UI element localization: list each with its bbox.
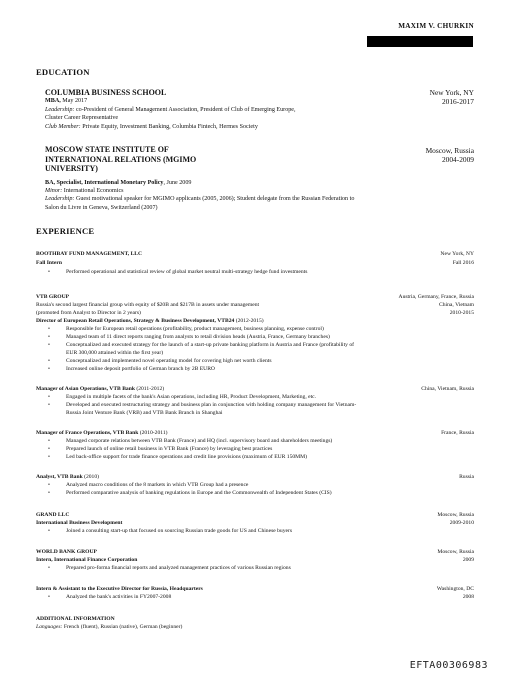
- cbs-school-name: COLUMBIA BUSINESS SCHOOL: [45, 88, 167, 97]
- boothbay-location: New York, NY: [440, 251, 474, 257]
- cbs-leadership-line-2: Cluster Career Representative: [45, 115, 119, 121]
- bullet-item-continued: EUR 300,000 attained within the first year): [66, 350, 164, 356]
- mgimo-school-name: [45, 145, 196, 174]
- bullet-item: • Analyzed macro conditions of the 8 markets in which VTB Group had a presence: [48, 482, 249, 488]
- mgimo-dates: 2004-2009: [441, 155, 474, 165]
- experience-heading: EXPERIENCE: [36, 226, 95, 236]
- mgimo-school-line-3: UNIVERSITY): [45, 164, 98, 174]
- vtb-desc-1: Russia's second largest financial group with equity of $20B and $217B in assets under management: [36, 302, 260, 308]
- mgimo-degree-date: , June 2009: [163, 180, 192, 186]
- mgimo-minor-text: International Economics: [62, 188, 124, 194]
- worldbank-role-2-dates: 2008: [462, 594, 474, 600]
- redaction-bar: [367, 36, 473, 47]
- mgimo-minor-label: Minor:: [45, 188, 63, 194]
- mgimo-degree-line: [45, 180, 465, 188]
- cbs-degree: MBA,: [45, 98, 61, 104]
- bullet-item: • Responsible for European retail operations (profitability, product management, business planning, expense control): [48, 326, 324, 332]
- vtb-role-2-dates: (2011-2012): [134, 386, 165, 392]
- cbs-location-text: New York, NY: [429, 88, 474, 97]
- bullet-item-continued: Russia Joint Venture Bank (VRB) and VTB Bank Branch in Shanghai: [66, 410, 223, 416]
- bullet-item: • Prepared launch of online retail business in VTB Bank (France) by leveraging best practices: [48, 446, 273, 452]
- vtb-org: VTB GROUP: [36, 294, 70, 300]
- worldbank-org: WORLD BANK GROUP: [36, 549, 97, 555]
- bullet-item: • Performed comparative analysis of banking regulations in Europe and the Commonwealth of Independent States (CIS): [48, 490, 332, 496]
- vtb-role-1-dates: (2012-2015): [234, 318, 264, 324]
- bullet-item: • Joined a consulting start-up that focused on sourcing Russian trade goods for US and Chinese buyers: [48, 528, 293, 534]
- mgimo-location-text: Moscow, Russia: [425, 146, 474, 155]
- vtb-role-2-location: China, Vietnam, Russia: [421, 386, 474, 392]
- bullet-item: • Prepared pro-forma financial reports and analyzed management practices of various Russian regions: [48, 565, 291, 571]
- cbs-club-line: [45, 124, 465, 132]
- bullet-item: • Performed operational and statistical review of global market neutral multi-strategy hedge fund investments: [48, 269, 308, 275]
- cbs-degree-line: [45, 98, 465, 106]
- bullet-item: • Engaged in multiple facets of the bank's Asian operations, including HR, Product Development, Marketing, etc.: [48, 394, 317, 400]
- worldbank-dates: 2009: [462, 557, 474, 563]
- bullet-item: • Led back-office support for trade finance operations and credit line provisions (maximum of EUR 150MM): [48, 454, 307, 460]
- vtb-desc-2: (promoted from Analyst to Director in 2 years): [36, 310, 141, 316]
- vtb-role-4-location: Russia: [459, 474, 474, 480]
- mgimo-leadership-label: Leadership:: [45, 196, 75, 202]
- grand-dates: 2009-2010: [449, 520, 474, 526]
- additional-heading: ADDITIONAL INFORMATION: [36, 616, 115, 622]
- mgimo-leadership-line: [45, 196, 475, 204]
- cbs-leadership-label: Leadership:: [45, 107, 75, 113]
- boothbay-org: BOOTHBAY FUND MANAGEMENT, LLC: [36, 251, 143, 257]
- bullet-item: • Conceptualized and implemented novel operating model for covering high net worth clients: [48, 358, 272, 364]
- mgimo-school-line-1: MOSCOW STATE INSTITUTE OF: [45, 145, 169, 154]
- bullet-item: • Conceptualized and executed strategy for the launch of a start-up private banking platform in Austria and France (profitability of: [48, 342, 354, 348]
- vtb-location-2: China, Vietnam: [439, 302, 474, 308]
- bullet-item: • Developed and executed restructuring strategy and business plan in conjunction with holding company management for Vietnam-: [48, 402, 357, 408]
- bullet-item: • Managed corporate relations between VTB Bank (France) and HQ (incl. supervisory board and shareholders meetings): [48, 438, 333, 444]
- vtb-role-2-title: Manager of Asian Operations, VTB Bank: [36, 386, 135, 392]
- grand-org: GRAND LLC: [36, 512, 70, 518]
- cbs-leadership-1: co-President of General Management Association, President of Club of Emerging Europe,: [74, 107, 296, 113]
- worldbank-role: Intern, International Finance Corporation: [36, 557, 138, 563]
- vtb-role-3-dates: (2010-2011): [138, 430, 168, 436]
- education-heading: EDUCATION: [36, 67, 90, 77]
- mgimo-school-line-2: INTERNATIONAL RELATIONS (MGIMO: [45, 154, 197, 164]
- boothbay-dates: Fall 2016: [452, 260, 474, 266]
- grand-location: Moscow, Russia: [437, 512, 474, 518]
- vtb-role-1-title: Director of European Retail Operations, Strategy & Business Development, VTB24: [36, 318, 235, 324]
- languages-text: French (fluent), Russian (native), German (beginner): [62, 624, 183, 630]
- cbs-degree-date: May 2017: [60, 98, 88, 104]
- vtb-dates: 2010-2015: [449, 310, 474, 316]
- mgimo-location: [426, 146, 474, 165]
- mgimo-degree: BA, Specialist, International Monetary Policy: [45, 180, 164, 186]
- cbs-leadership-line: [45, 107, 465, 115]
- worldbank-role-2-location: Washington, DC: [436, 586, 474, 592]
- vtb-role-4-title: Analyst, VTB Bank: [36, 474, 83, 480]
- mgimo-minor-line: [45, 188, 465, 196]
- cbs-club-label: Club Member:: [45, 124, 81, 130]
- vtb-location-1: Austria, Germany, France, Russia: [398, 294, 474, 300]
- vtb-role-3-location: France, Russia: [441, 430, 474, 436]
- bullet-item: • Analyzed the bank's activities in FY2007-2008: [48, 594, 172, 600]
- boothbay-role: Fall Intern: [36, 260, 62, 266]
- worldbank-role-2: Intern & Assistant to the Executive Director for Russia, Headquarters: [36, 586, 203, 592]
- languages-line: [36, 624, 376, 631]
- vtb-role-1: [36, 318, 264, 325]
- vtb-role-3: [36, 430, 168, 437]
- grand-role: International Business Development: [36, 520, 123, 526]
- mgimo-leadership-line-2: Salon du Livre in Geneva, Switzerland (2007): [45, 205, 158, 211]
- vtb-role-3-title: Manager of France Operations, VTB Bank: [36, 430, 139, 436]
- vtb-role-4-dates: (2010): [82, 474, 99, 480]
- cbs-dates: 2016-2017: [441, 97, 474, 107]
- languages-label: Languages:: [36, 624, 63, 630]
- vtb-role-4: [36, 474, 99, 481]
- mgimo-leadership-1: Guest motivational speaker for MGIMO applicants (2005, 2006); Student delegate from the Russian Federation to: [74, 196, 355, 202]
- vtb-role-2: [36, 386, 164, 393]
- bullet-item: • Increased online deposit portfolio of German branch by 2B EURO: [48, 366, 215, 372]
- document-id: EFTA00306983: [409, 660, 488, 671]
- cbs-club-text: Private Equity, Investment Banking, Columbia Fintech, Hermes Society: [80, 124, 258, 130]
- candidate-name: MAXIM V. CHURKIN: [398, 22, 474, 30]
- bullet-item: • Managed team of 11 direct reports ranging from analysts to retail division heads (Austria, France, Germany branches): [48, 334, 330, 340]
- worldbank-location: Moscow, Russia: [437, 549, 474, 555]
